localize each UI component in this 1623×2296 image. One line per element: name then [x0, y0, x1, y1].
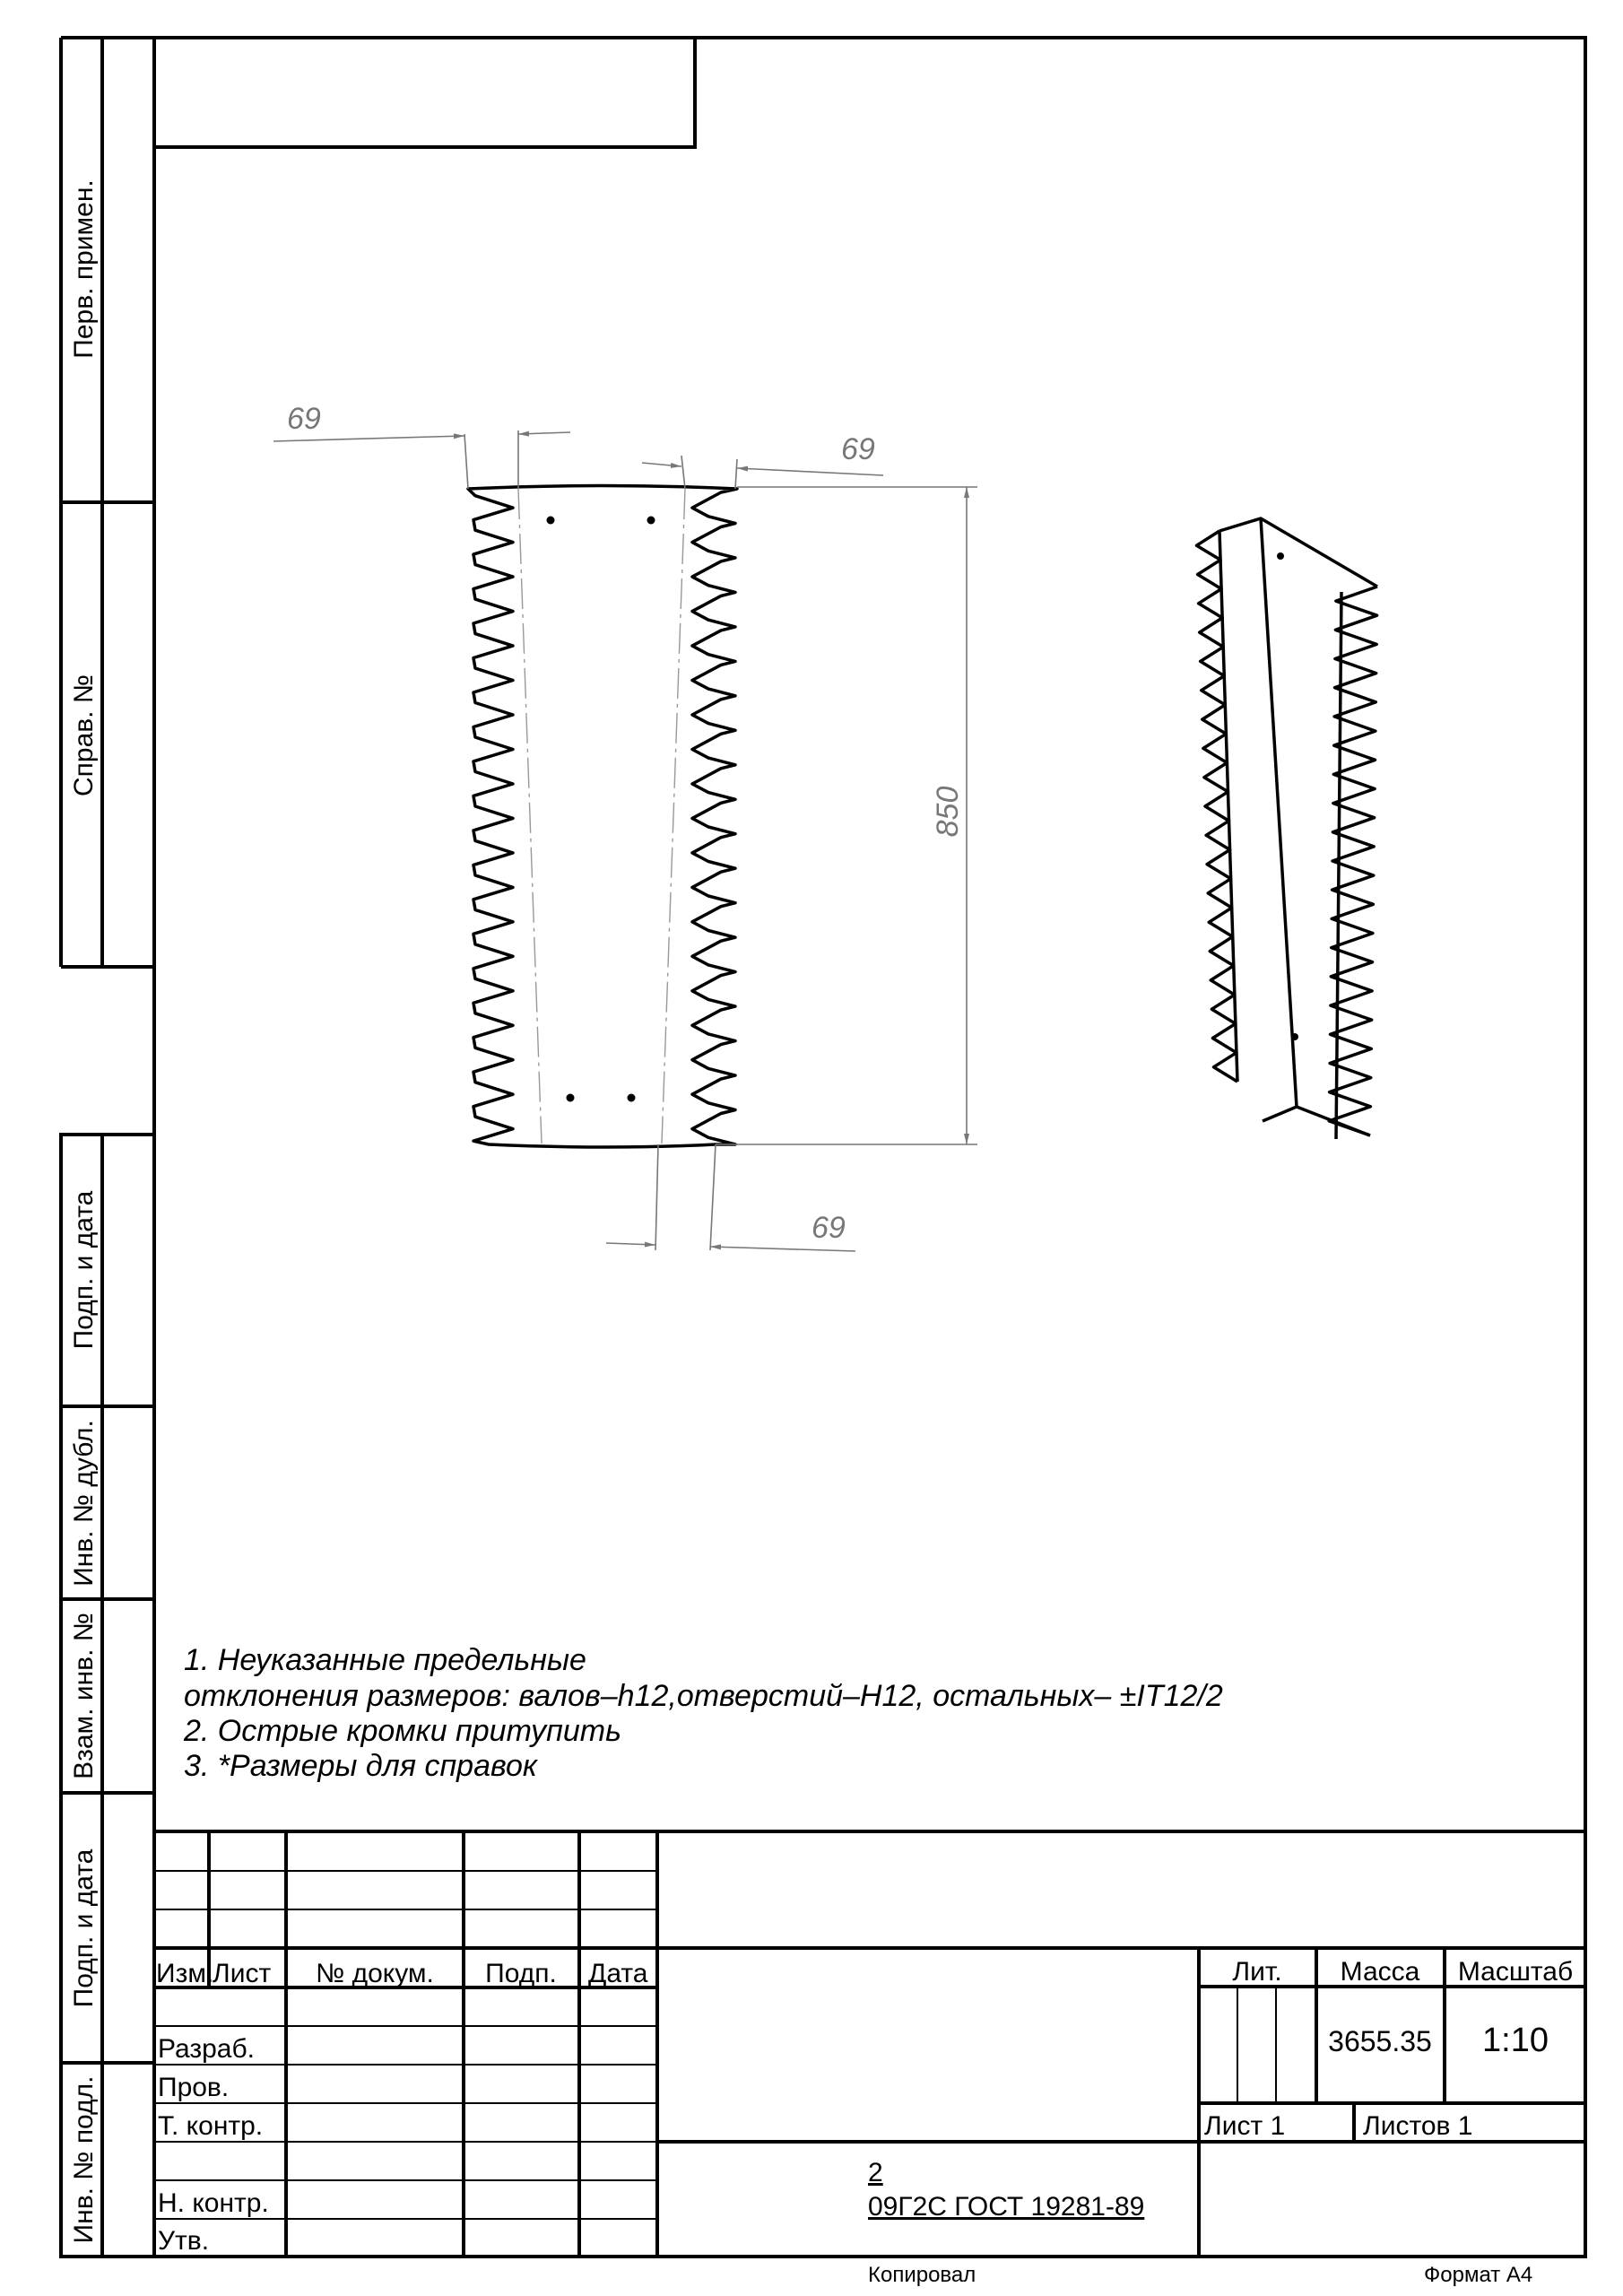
- massa-value: 3655.35: [1328, 2025, 1432, 2057]
- label-podp-data-2: Подп. и дата: [69, 1848, 99, 2008]
- side-strip-labels: [69, 179, 99, 2243]
- note-1: 1. Неуказанные предельные: [184, 1643, 586, 1677]
- dim-top-right: 69: [841, 432, 875, 466]
- col-list: Лист: [213, 1959, 272, 1988]
- label-lit: Лит.: [1232, 1957, 1282, 1987]
- label-inv-dubl: Инв. № дубл.: [69, 1420, 99, 1587]
- label-vzam-inv: Взам. инв. №: [69, 1613, 99, 1779]
- dim-bottom: 69: [812, 1211, 846, 1245]
- col-izm: Изм.: [156, 1959, 214, 1988]
- footer-format: Формат А4: [1424, 2263, 1533, 2287]
- note-2: 2. Острые кромки притупить: [184, 1714, 621, 1748]
- col-dokum: № докум.: [316, 1959, 434, 1988]
- role-utv: Утв.: [158, 2226, 210, 2256]
- title-block: [154, 1831, 1585, 2257]
- sheet-footer: [868, 2263, 1532, 2287]
- col-podp: Подп.: [485, 1959, 557, 1988]
- isometric-view: [1197, 518, 1378, 1139]
- col-data: Дата: [588, 1959, 648, 1988]
- note-1-cont: отклонения размеров: валов–h12,отверстий–H12, остальных– ±IT12/2: [184, 1679, 1223, 1713]
- flat-pattern-view: [468, 486, 737, 1148]
- role-tkontr: Т. контр.: [158, 2111, 264, 2141]
- role-prov: Пров.: [158, 2073, 230, 2102]
- sheets-label: Листов 1: [1363, 2111, 1473, 2141]
- sheet-frame: [61, 38, 1585, 2257]
- technical-notes: [183, 1643, 1223, 1783]
- label-inv-podl: Инв. № подл.: [69, 2075, 99, 2244]
- label-sprav-no: Справ. №: [69, 674, 99, 797]
- dim-height: 850: [931, 786, 965, 838]
- masshtab-value: 1:10: [1482, 2022, 1549, 2059]
- material-spec: 09Г2С ГОСТ 19281-89: [868, 2192, 1145, 2222]
- dim-top-left: 69: [287, 402, 321, 436]
- sheet-label: Лист 1: [1204, 2111, 1286, 2141]
- note-3: 3. *Размеры для справок: [184, 1749, 537, 1783]
- label-perv-primen: Перв. примен.: [69, 179, 99, 359]
- role-nkontr: Н. контр.: [158, 2188, 269, 2218]
- label-podp-data-1: Подп. и дата: [69, 1190, 99, 1350]
- label-masshtab: Масштаб: [1457, 1957, 1574, 1987]
- drawing-name-number: 2: [868, 2158, 883, 2187]
- dimensions: [273, 402, 977, 1251]
- role-razrab: Разраб.: [158, 2034, 256, 2064]
- label-massa: Масса: [1340, 1957, 1420, 1987]
- footer-copied: Копировал: [868, 2263, 976, 2287]
